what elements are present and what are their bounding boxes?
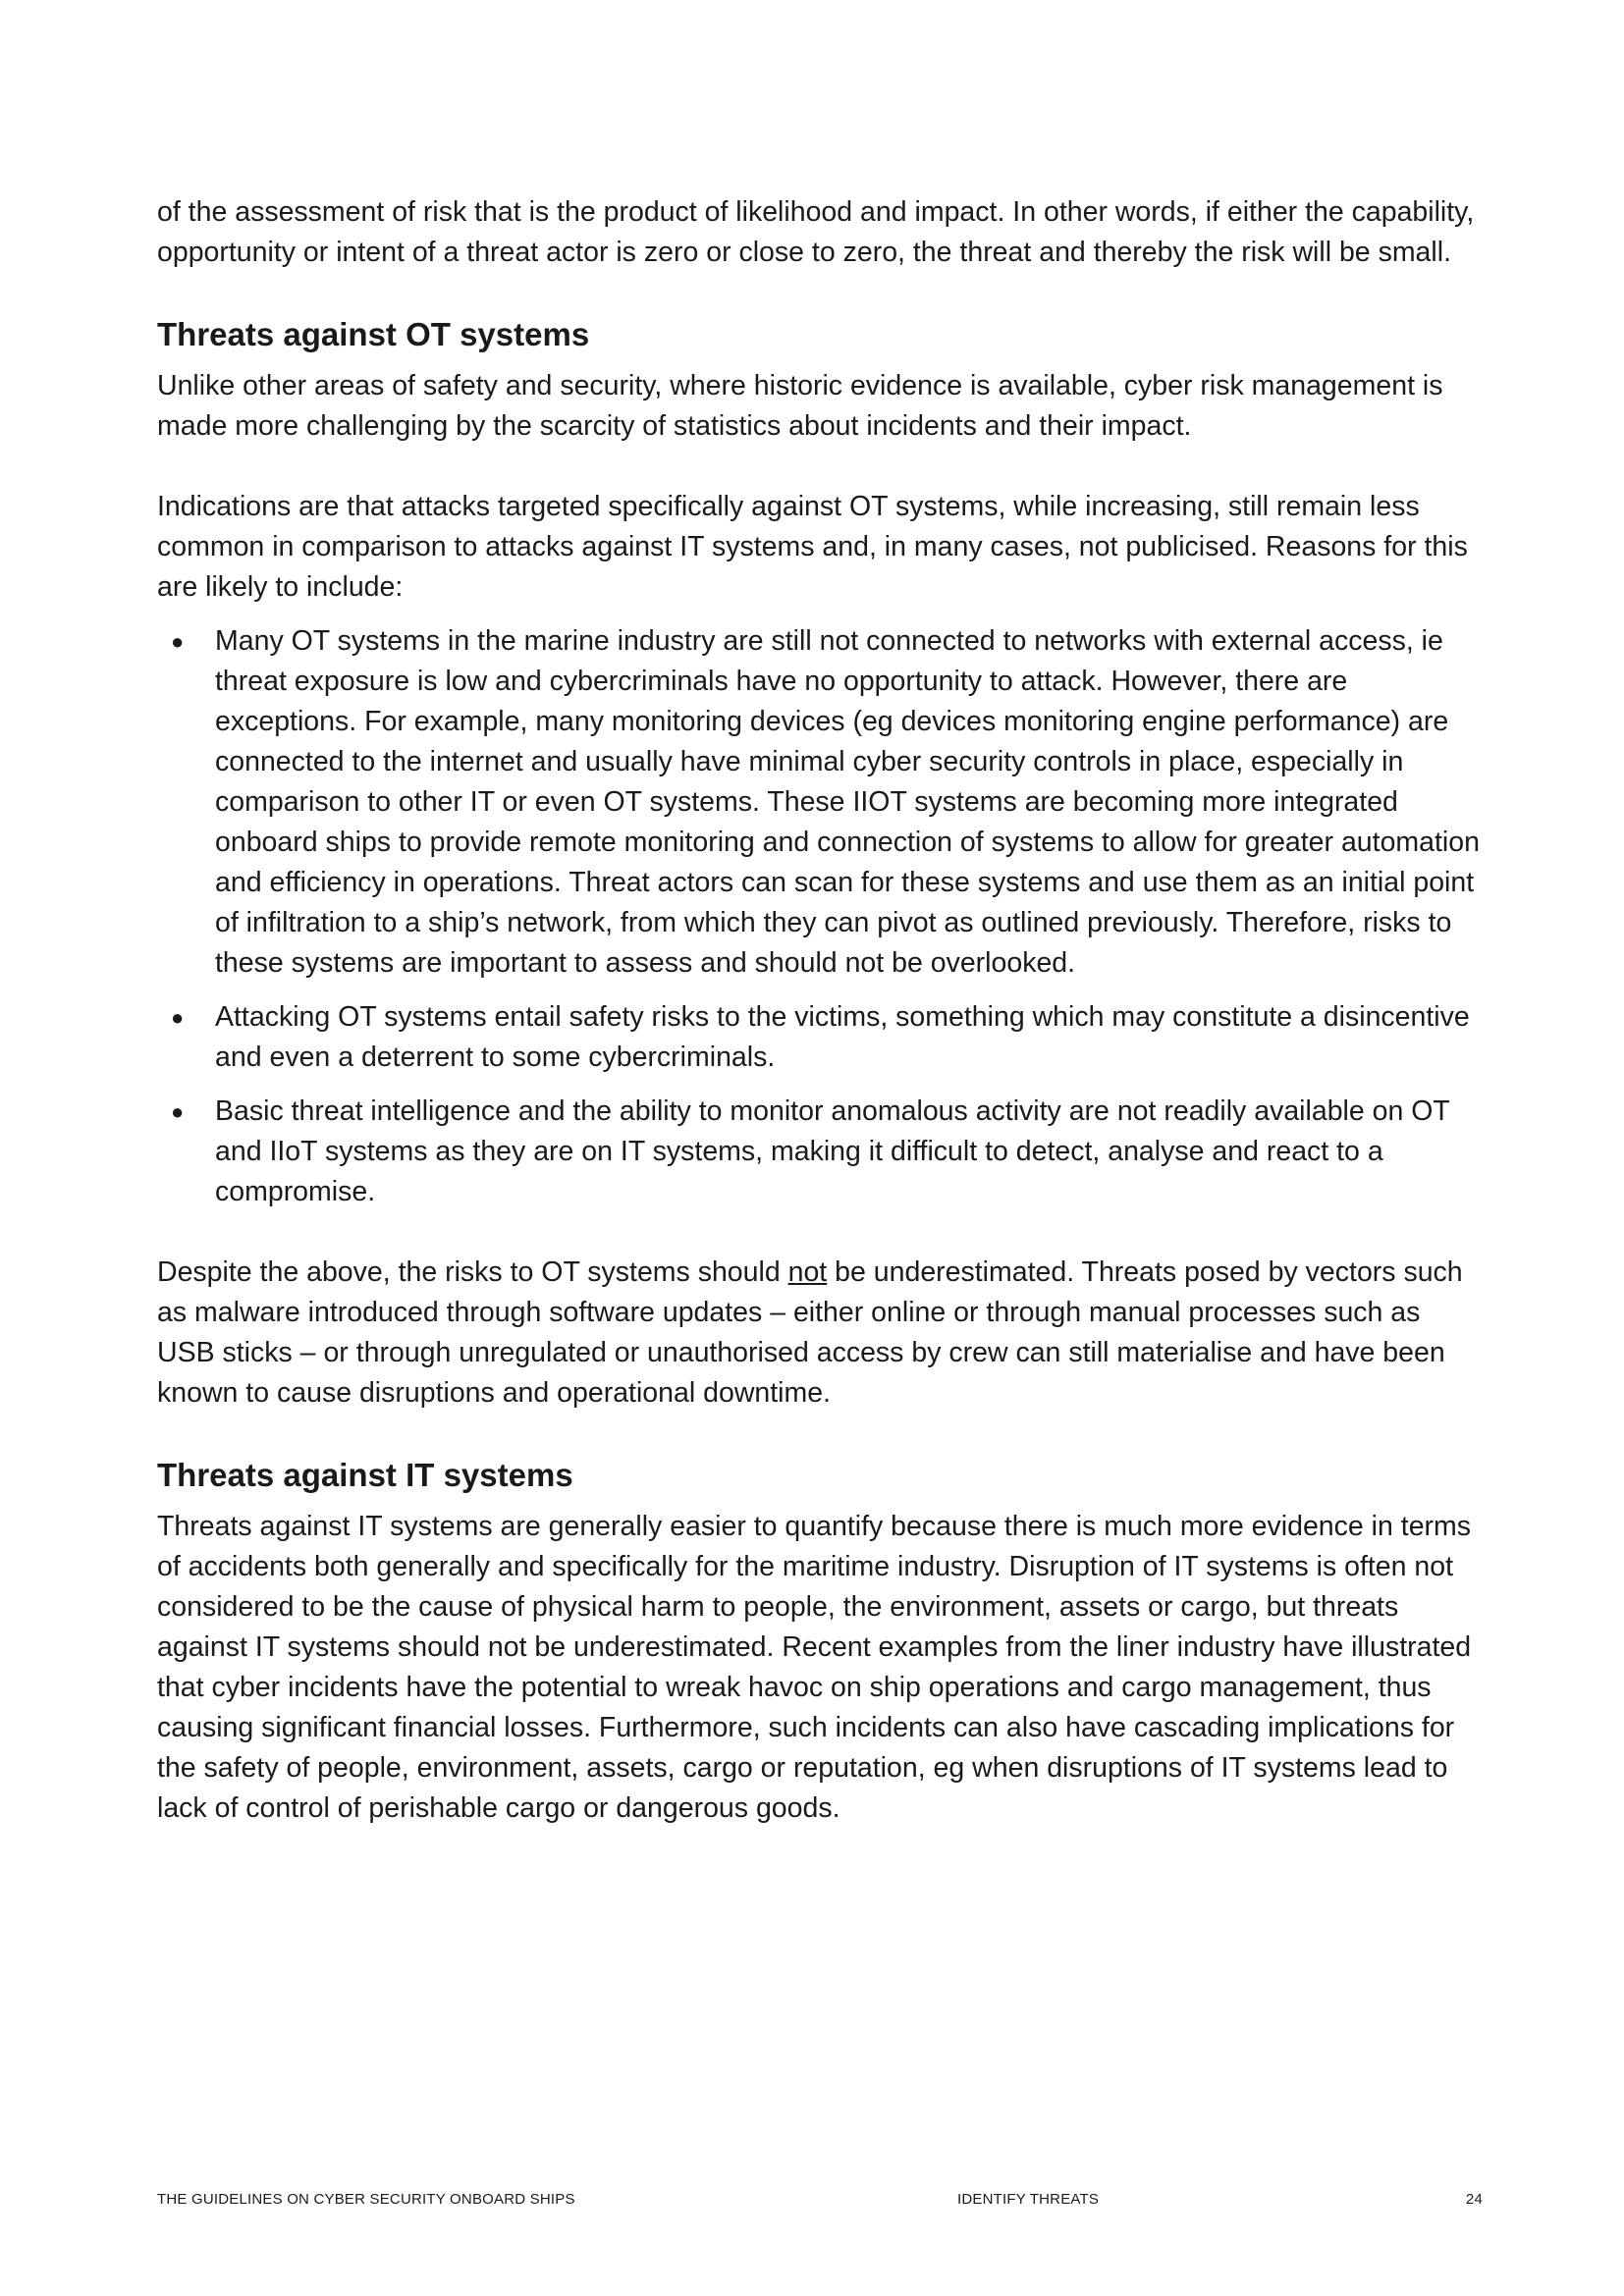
list-item (157, 621, 1483, 984)
list-item (157, 1092, 1483, 1212)
intro-paragraph: of the assessment of risk that is the product of likelihood and impact. In other words, if either the capability, opportunity or intent of a threat actor is zero or close to zero, the threat and thereby the risk will be small. (157, 196, 1475, 268)
bullet-icon: ● (171, 1099, 185, 1124)
footer-section-title: IDENTIFY THREATS (957, 2191, 1100, 2208)
ot-paragraph-3 (157, 1253, 1483, 1414)
list-item (157, 997, 1483, 1078)
footer-page-number: 24 (1465, 2191, 1483, 2208)
ot-section-heading: Threats against OT systems (157, 316, 590, 352)
list-item-text: Many OT systems in the marine industry are still not connected to networks with external access, ie threat exposure is low and cybercriminals have no opportunity to attack. However, there are exceptions. For example, many monitoring devices (eg devices monitoring engine performance) are connected to the internet and usually have minimal cyber security controls in place, especially in comparison to other IT or even OT systems. These IIOT systems are becoming more integrated onboard ships to provide remote monitoring and connection of systems to allow for greater automation and efficiency in operations. Threat actors can scan for these systems and use them as an initial point of infiltration to a ship’s network, from which they can pivot as outlined previously. Therefore, risks to these systems are important to assess and should not be overlooked. (215, 625, 1480, 979)
ot-paragraph-3-start: Despite the above, the risks to OT systems should (157, 1256, 788, 1288)
bullet-icon: ● (171, 629, 185, 654)
ot-paragraph-3-end: be underestimated. Threats posed by vectors such as malware introduced through software updates – either online or through manual processes such as USB sticks – or through unregulated or unauthorised access by crew can still materialise and have been known to cause disruptions and operational downtime. (157, 1256, 1463, 1409)
ot-paragraph-1: Unlike other areas of safety and security, where historic evidence is available, cyber risk management is made more challenging by the scarcity of statistics about incidents and their impact. (157, 370, 1443, 442)
it-paragraph-1: Threats against IT systems are generally easier to quantify because there is much more evidence in terms of accidents both generally and specifically for the maritime industry. Disruption of IT systems is often not considered to be the cause of physical harm to people, the environment, assets or cargo, but threats against IT systems should not be underestimated. Recent examples from the liner industry have illustrated that cyber incidents have the potential to wreak havoc on ship operations and cargo management, thus causing significant financial losses. Furthermore, such incidents can also have cascading implications for the safety of people, environment, assets, cargo or reputation, eg when disruptions of IT systems lead to lack of control of perishable cargo or dangerous goods. (157, 1511, 1472, 1824)
list-item-text: Basic threat intelligence and the ability to monitor anomalous activity are not readily available on OT and IIoT systems as they are on IT systems, making it difficult to detect, analyse and react to a compromise. (215, 1095, 1450, 1207)
page-footer (157, 2188, 1483, 2212)
ot-paragraph-2: Indications are that attacks targeted specifically against OT systems, while increasing, still remain less common in comparison to attacks against IT systems and, in many cases, not publicised. Reasons for this are likely to include: (157, 491, 1468, 603)
list-item-text: Attacking OT systems entail safety risks to the victims, something which may constitute a disincentive and even a deterrent to some cybercriminals. (215, 1001, 1470, 1073)
ot-paragraph-3-emphasis: not (787, 1256, 828, 1288)
page-body (157, 192, 1483, 1829)
bullet-icon: ● (171, 1005, 185, 1030)
ot-reasons-list (157, 621, 1483, 1212)
footer-document-title: THE GUIDELINES ON CYBER SECURITY ONBOARD SHIPS (157, 2191, 575, 2208)
it-section-heading: Threats against IT systems (157, 1457, 573, 1493)
